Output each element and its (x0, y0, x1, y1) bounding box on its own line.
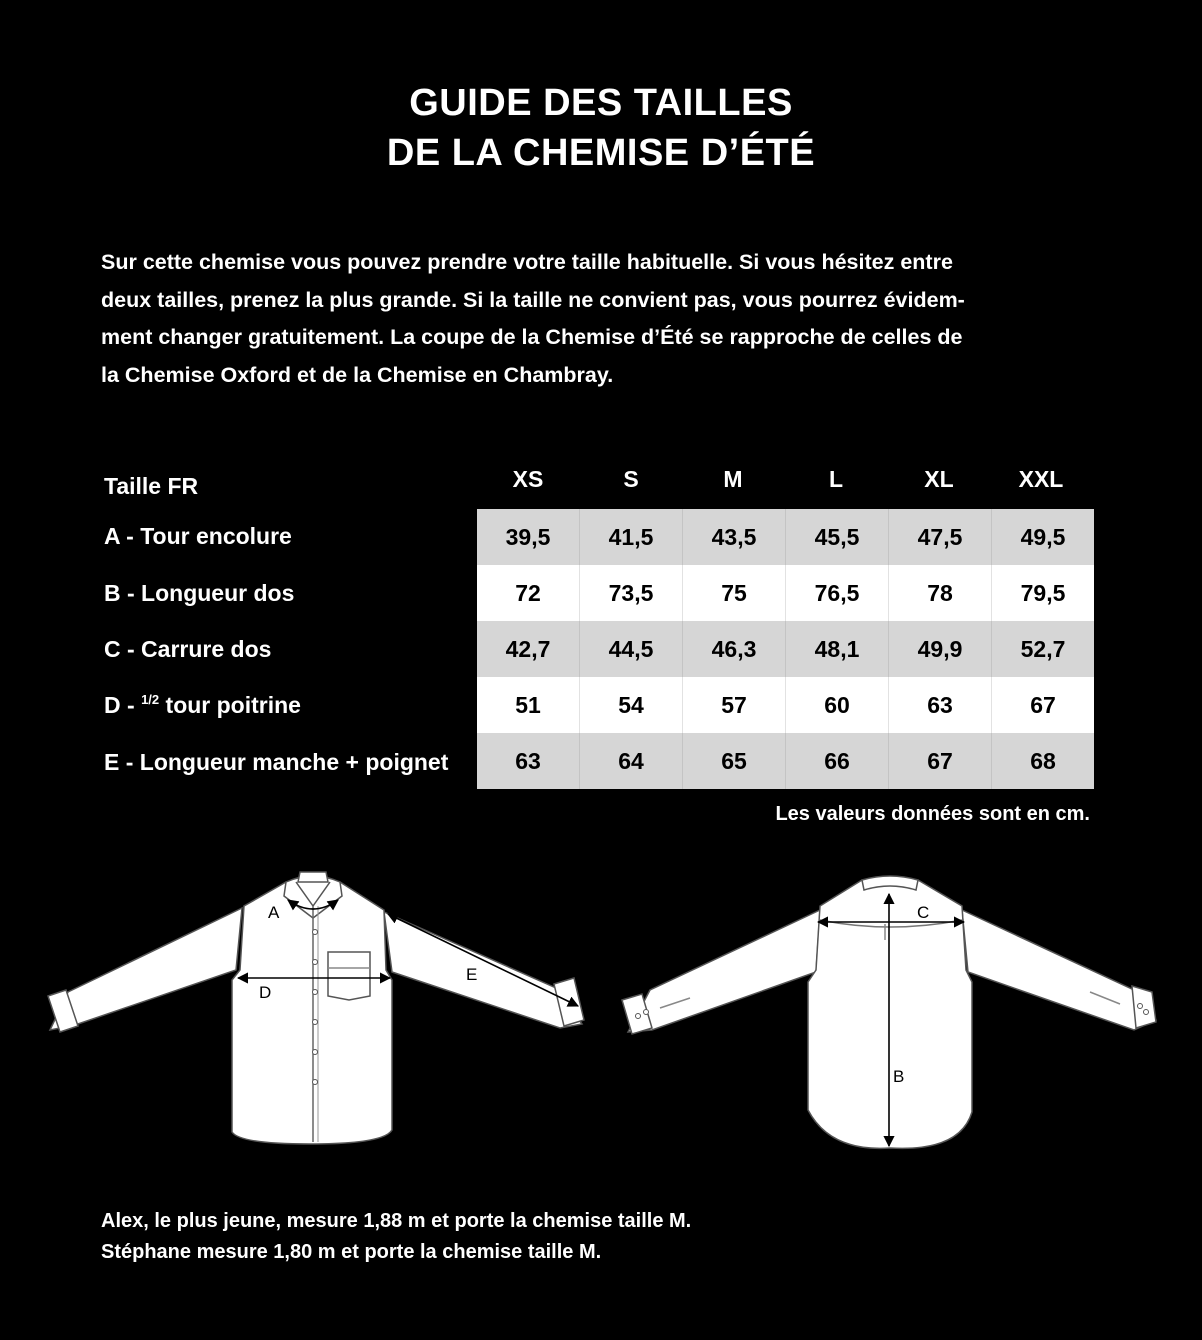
row-label-back-width: C - Carrure dos (104, 636, 272, 662)
row-label-suffix: tour poitrine (159, 692, 301, 718)
page-title (0, 78, 1202, 178)
title-line-1: GUIDE DES TAILLES (409, 82, 793, 124)
corner-label: Taille FR (104, 473, 199, 499)
column-header-m: M (723, 466, 743, 492)
column-header-xxl: XXL (1018, 466, 1064, 492)
label-a: A (268, 903, 280, 922)
intro-line: deux tailles, prenez la plus grande. Si la taille ne convient pas, vous pourrez évidem- (101, 287, 965, 312)
row-label-back-length: B - Longueur dos (104, 580, 295, 606)
table-cell: 44,5 (580, 621, 683, 677)
table-cell: 72 (477, 565, 580, 621)
row-label-neck: A - Tour encolure (104, 523, 292, 549)
table-cell: 64 (580, 733, 683, 789)
row-label-sleeve: E - Longueur manche + poignet (104, 749, 449, 775)
label-e: E (466, 965, 478, 984)
table-cell: 43,5 (683, 509, 786, 565)
units-note: Les valeurs données sont en cm. (775, 803, 1090, 825)
table-cell: 66 (786, 733, 889, 789)
table-cell: 79,5 (992, 565, 1095, 621)
table-cell: 52,7 (992, 621, 1095, 677)
table-cell: 67 (889, 733, 992, 789)
table-cell: 73,5 (580, 565, 683, 621)
table-cell: 68 (992, 733, 1095, 789)
label-b: B (893, 1067, 905, 1086)
table-cell: 48,1 (786, 621, 889, 677)
model-info-line: Alex, le plus jeune, mesure 1,88 m et porte la chemise taille M. (101, 1210, 692, 1232)
size-table (477, 509, 1094, 789)
table-cell: 67 (992, 677, 1095, 733)
table-cell: 60 (786, 677, 889, 733)
table-cell: 46,3 (683, 621, 786, 677)
table-cell: 78 (889, 565, 992, 621)
table-cell: 41,5 (580, 509, 683, 565)
intro-line: la Chemise Oxford et de la Chemise en Chambray. (101, 362, 614, 387)
table-row (477, 565, 1094, 621)
model-info (101, 1206, 691, 1268)
column-header-xs: XS (512, 466, 544, 492)
intro-line: ment changer gratuitement. La coupe de la Chemise d’Été se rapproche de celles de (101, 325, 963, 349)
table-cell: 49,9 (889, 621, 992, 677)
table-row (477, 677, 1094, 733)
table-cell: 75 (683, 565, 786, 621)
model-info-line: Stéphane mesure 1,80 m et porte la chemise taille M. (101, 1241, 602, 1263)
table-cell: 49,5 (992, 509, 1095, 565)
shirt-front-illustration (48, 872, 584, 1144)
table-row (477, 621, 1094, 677)
table-cell: 65 (683, 733, 786, 789)
table-cell: 63 (477, 733, 580, 789)
row-label-prefix: D - (104, 692, 142, 718)
table-cell: 63 (889, 677, 992, 733)
intro-paragraph (101, 244, 1061, 394)
title-line-2: DE LA CHEMISE D’ÉTÉ (386, 132, 816, 174)
table-row (477, 509, 1094, 565)
table-cell: 45,5 (786, 509, 889, 565)
shirt-diagram (0, 860, 1202, 1160)
table-cell: 76,5 (786, 565, 889, 621)
row-label-half-chest (104, 692, 301, 719)
table-cell: 39,5 (477, 509, 580, 565)
table-cell: 42,7 (477, 621, 580, 677)
table-row (477, 733, 1094, 789)
table-cell: 51 (477, 677, 580, 733)
column-header-l: L (828, 466, 844, 492)
table-cell: 47,5 (889, 509, 992, 565)
table-cell: 54 (580, 677, 683, 733)
label-d: D (259, 983, 272, 1002)
label-c: C (917, 903, 930, 922)
table-cell: 57 (683, 677, 786, 733)
fraction-half: 1/2 (141, 692, 160, 707)
column-header-s: S (623, 466, 639, 492)
intro-line: Sur cette chemise vous pouvez prendre votre taille habituelle. Si vous hésitez entre (101, 250, 953, 274)
column-header-xl: XL (924, 466, 954, 492)
